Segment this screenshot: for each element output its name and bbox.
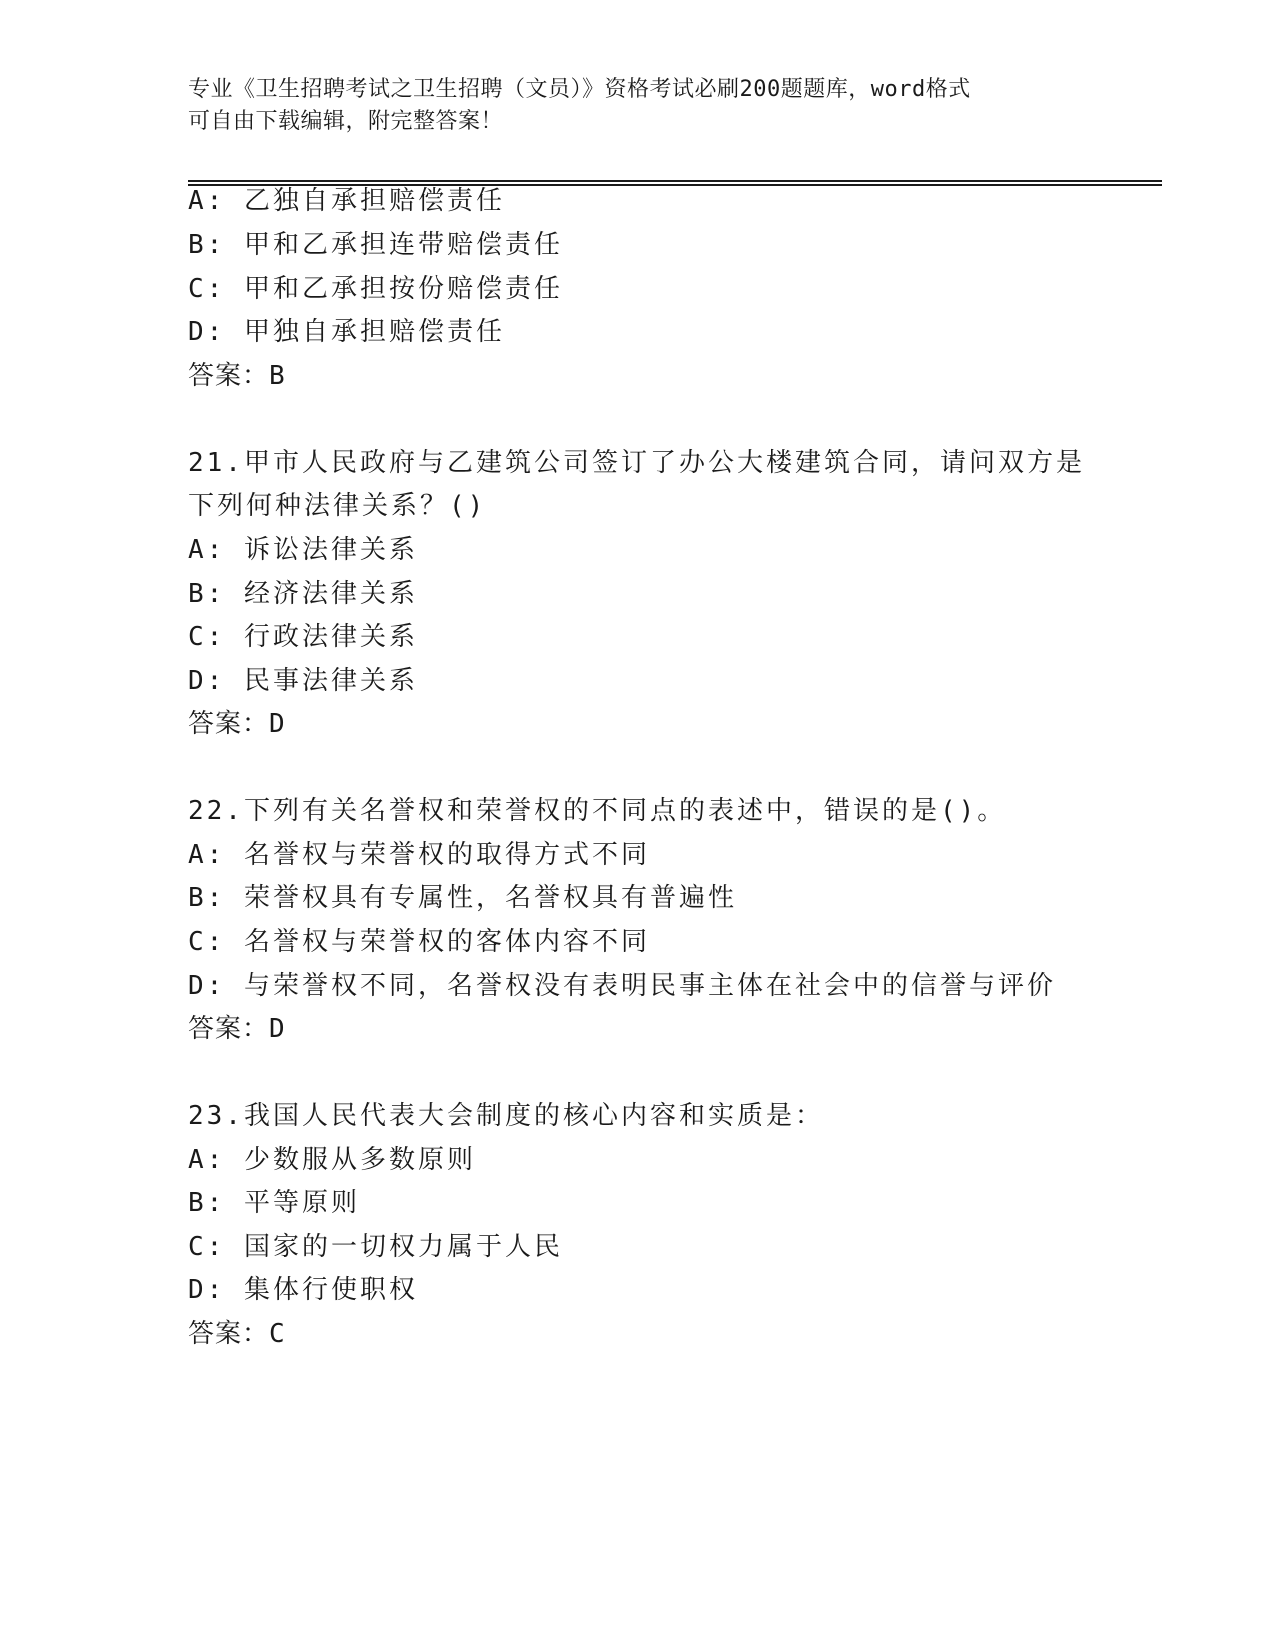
option-b: B: 荣誉权具有专属性，名誉权具有普遍性 — [188, 883, 737, 913]
header-line-2: 可自由下载编辑，附完整答案！ — [188, 109, 504, 134]
option-c: C: 行政法律关系 — [188, 622, 418, 652]
option-b: B: 甲和乙承担连带赔偿责任 — [188, 230, 563, 260]
option-b: B: 经济法律关系 — [188, 579, 418, 609]
option-a: A: 乙独自承担赔偿责任 — [188, 186, 505, 216]
option-b: B: 平等原则 — [188, 1188, 360, 1218]
option-a: A: 诉讼法律关系 — [188, 535, 418, 565]
header-line-1: 专业《卫生招聘考试之卫生招聘（文员）》资格考试必刷200题题库，word格式 — [188, 77, 971, 102]
answer-line: 答案：C — [188, 1319, 286, 1349]
header-divider-top — [188, 180, 1162, 182]
option-d: D: 民事法律关系 — [188, 666, 418, 696]
question-stem-line: 下列何种法律关系？() — [188, 491, 487, 521]
option-c: C: 国家的一切权力属于人民 — [188, 1232, 563, 1262]
question-stem-line: 21.甲市人民政府与乙建筑公司签订了办公大楼建筑合同，请问双方是 — [188, 448, 1085, 478]
answer-line: 答案：D — [188, 1014, 286, 1044]
option-d: D: 集体行使职权 — [188, 1275, 418, 1305]
option-c: C: 甲和乙承担按份赔偿责任 — [188, 274, 563, 304]
question-stem-line: 23.我国人民代表大会制度的核心内容和实质是： — [188, 1101, 824, 1131]
document-header — [188, 74, 1088, 138]
answer-line: 答案：D — [188, 709, 286, 739]
option-a: A: 少数服从多数原则 — [188, 1145, 476, 1175]
question-stem-line: 22.下列有关名誉权和荣誉权的不同点的表述中，错误的是()。 — [188, 796, 1007, 826]
option-d: D: 与荣誉权不同，名誉权没有表明民事主体在社会中的信誉与评价 — [188, 971, 1056, 1001]
option-c: C: 名誉权与荣誉权的客体内容不同 — [188, 927, 650, 957]
option-d: D: 甲独自承担赔偿责任 — [188, 317, 505, 347]
answer-line: 答案：B — [188, 361, 286, 391]
option-a: A: 名誉权与荣誉权的取得方式不同 — [188, 840, 650, 870]
